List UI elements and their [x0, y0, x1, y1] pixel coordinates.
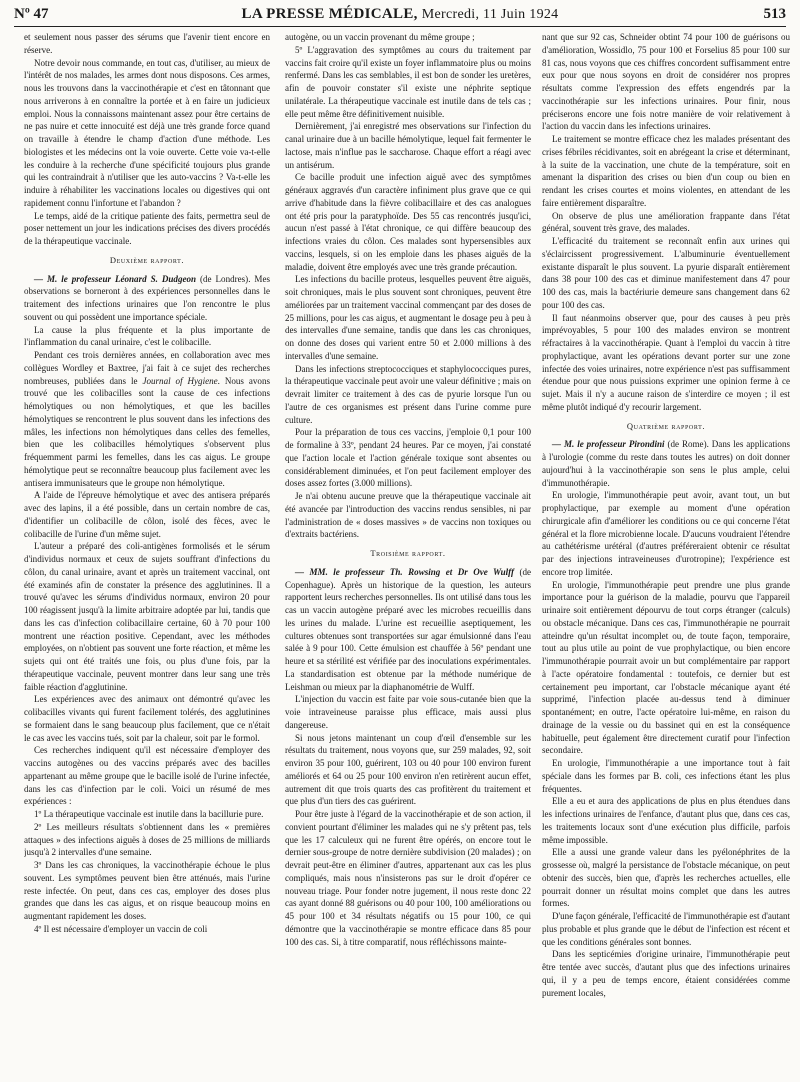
- paragraph: Dans les infections streptococciques et staphylococciques pures, la thérapeutique vaccinale peut avoir une valeur définitive ; mais on devrait limiter ce traitement à des cas de pyurie lorsque l'un ou l'autre de ces organismes est présent dans l'urine comme pure culture.: [285, 363, 531, 425]
- column-left: [24, 31, 270, 1079]
- section-title: Quatrième rapport.: [626, 420, 706, 431]
- paragraph: et seulement nous passer des sérums que l'avenir tient encore en réserve.: [24, 32, 270, 55]
- report-author: — M. le professeur Pirondini: [552, 439, 665, 450]
- paragraph: D'une façon générale, l'efficacité de l'immunothérapie est d'autant plus probable et plus grande que le début de l'infection est récent et que les conditions générales sont bonnes.: [542, 911, 790, 947]
- paragraph: Elle a eu et aura des applications de plus en plus étendues dans les infections urinaires de l'enfance, d'autant plus que, dans ces cas, les traitements locaux sont d'une exécution plus difficile, parfois même impossible.: [542, 796, 790, 845]
- paragraph: Pour être juste à l'égard de la vaccinothérapie et de son action, il convient pourtant d'éliminer les malades qui ne s'y prêtent pas, tels que les 17 calculeux qui ne furent être opérés, on encore tout le dernier sous-groupe de notre dernière subdivision (20 malades) ; on devrait peut-être en éliminer d'autres, appartenant aux cas les plus compliqués, mais nous n'insisterons pas sur le droit d'opérer ce nouveau triage. Pour fonder notre jugement, il nous reste donc 22 cas ayant donné 88 guérisons ou 40 pour 100, 100 améliorations ou 45 pour 100 et 34 résultats négatifs ou 15 pour 100, ce qui démontre que la vaccinothérapie se montre efficace dans 85 pour 100 des cas. Si, à titre comparatif, nous réfléchissons mainte-: [285, 809, 531, 947]
- issue-number: Nº 47: [14, 6, 49, 22]
- paragraph-text: Pendant ces trois dernières années, en collaboration avec mes collègues Wordley et Baxtree, j'ai fait à ce sujet des recherches nombreuses, publiées dans le: [24, 350, 270, 386]
- paragraph-text: (de Londres). Mes observations se borneront à des expériences personnelles dans le traitement des infections urinaires que l'on rencontre le plus souvent ou qui possèdent une importance spéciale.: [24, 273, 270, 322]
- list-item: 5º L'aggravation des symptômes au cours du traitement par vaccins fait croire qu'il existe un foyer inflammatoire plus ou moins renfermé. Dans les cas semblables, il est bon de sonder les uretères, afin de pouvoir constater s'il existe une néphrite septique unilatérale. La thérapeutique vaccinale est inutile dans de tels cas ; elle peut même être définitivement nuisible.: [285, 44, 531, 119]
- paragraph: La cause la plus fréquente et la plus importante de l'inflammation du canal urinaire, c'est le colibacille.: [24, 324, 270, 348]
- paragraph: L'auteur a préparé des coli-antigènes formolisés et le sérum d'individus normaux et ceux de sujets souffrant d'infections du côlon, du canal urinaire, avant et après un traitement vaccinal, ont été examinés afin de constater la présence des agglutinines. Il a trouvé qu'avec les sérums d'individus normaux, environ 20 pour 100 réagissent jusqu'à la limite arbitraire adoptée par lui, tandis que dans les cas d'infection colibacillaire certaine, 60 à 70 pour 100 montrent une réaction positive. Cependant, avec les méthodes employées, on n'obtient pas souvent une forte réaction, et même les sujets qui ont été traités une fois, ou plus d'une fois, par la thérapeutique vaccinale, peuvent montrer dans leur sang une très faible réaction d'agglutinine.: [24, 541, 270, 692]
- paragraph: En urologie, l'immunothérapie peut prendre une plus grande importance pour la guérison de la maladie, pourvu que l'appareil urinaire soit entièrement dépourvu de tout corps étranger (calculs) ou obstacle mécanique. Dans ces cas, l'immunothérapie ne pourrait atteindre qu'un résultat incomplet ou, de toute façon, temporaire, tout au plus utile au point de vue prophylactique, ou bien encore l'immunothérapie pourrait avoir un but complémentaire par rapport à l'acte opératoire fondamental : toutefois, ce dernier but est certainement peu important, car l'obstacle mécanique ayant été supprimé, l'infection placée au-dessus tend à diminuer spontanément; en outre, l'acte opératoire lui-même, en raison du drainage de la vessie ou du bassinet qui en est la conséquence habituelle, peut également être directement curatif pour l'infection secondaire.: [542, 579, 790, 756]
- paragraph: Je n'ai obtenu aucune preuve que la thérapeutique vaccinale ait été avancée par l'introduction des vaccins rendus sensibles, ni par l'administration de « doses massives » de vaccins non toxiques ou d'extraits bactériens.: [285, 491, 531, 540]
- paragraph: [542, 438, 790, 489]
- section-title: Troisième rapport.: [370, 548, 446, 558]
- list-item: autogène, ou un vaccin provenant du même groupe ;: [285, 32, 475, 42]
- paragraph: Elle a aussi une grande valeur dans les pyélonéphrites de la grossesse où, malgré la persistance de l'obstacle mécanique, on peut obtenir des succès, bien que, d'après les recherches actuelles, elle pourrait donner un résultat moins complet que dans les autres formes.: [542, 847, 790, 909]
- paragraph: nant que sur 92 cas, Schneider obtint 74 pour 100 de guérisons ou d'amélioration, Wossidlo, 75 pour 100 et Forselius 85 pour 100 sur 81 cas, nous voyons que ces chiffres concordent suffisamment entre eux pour que nous soyons en droit de considérer nos propres résultats comme l'expression des effets engendrés par la vaccinothérapie sur les infections urinaires. Pour finir, nous préciserons encore une fois notre manière de voir relativement à l'action du vaccin dans les infections urinaires.: [542, 32, 790, 132]
- column-right: [542, 31, 790, 1079]
- paragraph: Notre devoir nous commande, en tout cas, d'utiliser, au mieux de l'intérêt de nos malades, les armes dont nous disposons. Ces armes, nous les trouvons dans la vaccinothérapie et c'est en tâtonnant que nous arriverons à en connaître la portée et à en faire un judicieux emploi. Nous la connaissons maintenant assez pour être certains de ne pas nuire et cette innocuité est déjà une très grande force quand on travaille à étendre le champ d'action d'une méthode. Les biologistes et les médecins ont la voie ouverte. Cette voie va-t-elle les conduire à la recherche d'une spécificité toujours plus grande qui les contraindrait à n'utiliser que les auto-vaccins ? Va-t-elle les induire à réhabiliter les vaccinations locales ou digestives qui ont rapidement connu l'infortune et l'abandon ?: [24, 57, 270, 208]
- paragraph: Pour la préparation de tous ces vaccins, j'emploie 0,1 pour 100 de formaline à 33º, pendant 24 heures. Par ce moyen, j'ai constaté que l'action locale et l'action générale toxique sont absentes ou considérablement diminuées, et l'on peut facilement employer des doses assez fortes (3.000 millions).: [285, 427, 531, 489]
- paragraph: A l'aide de l'épreuve hémolytique et avec des antisera préparés avec des lapins, il a été possible, dans un certain nombre de cas, d'identifier un colibacille de côlon, isolé des fèces, avec le colibacille de l'urine d'un même sujet.: [24, 490, 270, 539]
- report-author: — MM. le professeur Th. Rowsing et Dr Ove Wulff: [295, 566, 514, 577]
- report-author: — M. le professeur Léonard S. Dudgeon: [34, 273, 197, 284]
- paragraph: Il faut néanmoins observer que, pour des causes à peu près imprévoyables, 5 pour 100 des malades environ se montrent réfractaires à la vaccinothérapie. Quant à l'emploi du vaccin à titre prophylactique, avant les opérations devant porter sur une zone infectée des voies urinaires, notre expérience n'est pas suffisamment étendue pour que nous puissions exprimer une opinion ferme à ce sujet. Mais il n'y a aucune raison de s'interdire ce moyen ; il est même plutôt indiqué d'y recourir largement.: [542, 312, 790, 412]
- issue-date: Mercredi, 11 Juin 1924: [421, 7, 559, 22]
- section-title: Deuxième rapport.: [109, 254, 185, 265]
- paragraph-text: . Nous avons trouvé que les colibacilles sont la cause de ces infections hémolytiques ou non hémolytiques, et que les bacilles hémolytiques se rencontrent le plus souvent dans les infections des mâles, les infections non hémolytiques dans celles des femelles, bien que les colibacilles hémolytiques s'observent plus fréquemment parmi les femelles, dans les cas aigus. Le groupe hémolytique peut se reconnaître beaucoup plus facilement avec les antisera immunisateurs que le groupe non hémolytique.: [24, 375, 270, 488]
- paragraph-text: (de Copenhague). Après un historique de la question, les auteurs rapportent leurs recherches personnelles. Ils ont utilisé dans tous les cas un vaccin autogène préparé avec les microbes recueillis dans les urines du malade. L'urine est recueillie aseptiquement, les cultures obtenues sont transportées sur agar émulsionné dans l'eau salée à 9 pour 100. Cette émulsion est chauffée à 56º pendant une heure et sa stérilité est vérifiée par des inoculations expérimentales. La standardisation est obtenue par la méthode numérique de Leishman ou mieux par la diaphanométrie de Wulff.: [285, 566, 531, 692]
- paragraph: En urologie, l'immunothérapie a une importance tout à fait spéciale dans les formes par B. coli, ces infections étant les plus fréquentes.: [542, 758, 790, 794]
- list-item: 2º Les meilleurs résultats s'obtiennent dans les « premières attaques » des infections aiguës à doses de 25 millions de milliards jusqu'à 2 intervalles d'une semaine.: [24, 821, 270, 858]
- list-item: 1º La thérapeutique vaccinale est inutile dans la bacillurie pure.: [34, 809, 264, 819]
- page-header: [14, 4, 786, 27]
- paragraph: Si nous jetons maintenant un coup d'œil d'ensemble sur les résultats du traitement, nous voyons que, sur 259 malades, 92, soit environ 35 pour 100, guérirent, 103 ou 40 pour 100 environ furent améliorés et 64 ou 25 pour 100 environ n'en retirèrent aucun effet, autrement dit que trois quarts des cas profitèrent du traitement et que plus d'un tiers des cas guérirent.: [285, 732, 531, 807]
- paragraph: [24, 273, 270, 324]
- paragraph: Le traitement se montre efficace chez les malades présentant des crises fébriles récidivantes, soit en abrégeant la crise et déterminant, à la suite de la vaccination, une chute de la température, soit en amenant la disparition des crises ou bien d'un coup ou bien en rendant les crises courtes et moins violentes, en attendant de les faire entièrement disparaître.: [542, 134, 790, 208]
- column-middle: [285, 31, 531, 1079]
- paragraph: [285, 566, 531, 694]
- paragraph: Dans les septicémies d'origine urinaire, l'immunothérapie peut être tentée avec succès, d'autant plus que des infections urinaires qui, il y a peu de temps encore, étaient considérées comme purement locales,: [542, 949, 790, 998]
- paragraph: Dernièrement, j'ai enregistré mes observations sur l'infection du canal urinaire due à un bacille hémolytique, lequel fait fermenter le lactose, mais n'influe pas le saccharose. Chaque effort a réagi avec un antisérum.: [285, 121, 531, 170]
- list-item: 3º Dans les cas chroniques, la vaccinothérapie échoue le plus souvent. Les symptômes peuvent bien être atténués, mais l'urine reste infectée. On peut, dans ces cas, employer des doses plus grandes que dans les cas aigus, et on risque beaucoup moins en augmentant rapidement les doses.: [24, 860, 270, 921]
- paragraph: En urologie, l'immunothérapie peut avoir, avant tout, un but prophylactique, par exemple au moment d'une opération chirurgicale afin d'améliorer les conditions ou ce qui concerne l'état général et la flore microbienne locale. D'aucuns voudraient l'étendre au cathétérisme urétéral (d'autres préféreraient obtenir ce résultat par des injections intraveineuses d'urotropine); l'expérience est encore trop limitée.: [542, 490, 790, 577]
- paragraph: Les expériences avec des animaux ont démontré qu'avec les colibacilles vivants qui furent facilement tolérés, des agglutinines se formaient dans le sang beaucoup plus facilement, que ce n'était le cas avec les vaccins tués, soit par la chaleur, soit par le formol.: [24, 694, 270, 743]
- running-title: [14, 6, 786, 23]
- paragraph: Le temps, aidé de la critique patiente des faits, permettra seul de poser nettement un jour les indications précises des divers procédés de la thérapeutique vaccinale.: [24, 210, 270, 246]
- paragraph: Ce bacille produit une infection aiguë avec des symptômes généraux aggravés d'un caractère infiniment plus grave que ce qui arrive d'habitude dans la fièvre colibacillaire et des cas analogues ont été pris pour la paratyphoïde. Des 55 cas rencontrés jusqu'ici, aucun n'est passé à l'état chronique, ce qui diffère beaucoup des infections vraies du côlon. Ces malades sont hypersensibles aux vaccins, lesquels, si on les emploie dans les phases aiguës de la maladie, doivent être employés avec une très grande précaution.: [285, 172, 531, 272]
- journal-citation: Journal of Hygiene: [142, 375, 218, 386]
- journal-name: LA PRESSE MÉDICALE,: [241, 6, 418, 22]
- page-number: 513: [763, 6, 786, 22]
- paragraph: Ces recherches indiquent qu'il est nécessaire d'employer des vaccins autogènes ou des vaccins préparés avec des bacilles appartenant au même groupe que le bacille isolé de l'urine infectée, dans les cas d'infection par le coli. Voici un résumé de mes expériences :: [24, 745, 270, 807]
- paragraph: L'efficacité du traitement se reconnaît enfin aux urines qui s'éclaircissent progressivement. L'albuminurie éventuellement existante disparaît le plus souvent. La pyurie disparaît entièrement dans 38 pour 100 des cas et diminue manifestement dans 47 pour 100 des cas, mais la bactériurie demeure sans changement dans 62 pour 100 des cas.: [542, 236, 790, 310]
- paragraph: [24, 349, 270, 489]
- paragraph: Les infections du bacille proteus, lesquelles peuvent être aiguës, soit chroniques, mais le plus souvent sont chroniques, peuvent être améliorées par un traitement vaccinal commençant par des doses de 25 millions, pour les cas aigus, et augmentant le dosage peu à peu à des intervalles d'une semaine, tandis que dans les cas chroniques, on donne des doses qui varient entre 50 et 2.000 millions à des intervalles d'une semaine.: [285, 274, 531, 361]
- paragraph: L'injection du vaccin est faite par voie sous-cutanée bien que la voie intraveineuse paraisse plus efficace, mais aussi plus dangereuse.: [285, 694, 531, 730]
- list-item: 4º Il est nécessaire d'employer un vaccin de coli: [34, 923, 208, 934]
- paragraph-text: (de Rome). Dans les applications à l'urologie (comme du reste dans toutes les autres) on doit donner aujourd'hui à la vaccinothérapie son sens le plus ample, celui d'immunothérapie.: [542, 439, 790, 488]
- paragraph: On observe de plus une amélioration frappante dans l'état général, souvent très grave, des malades.: [542, 210, 790, 234]
